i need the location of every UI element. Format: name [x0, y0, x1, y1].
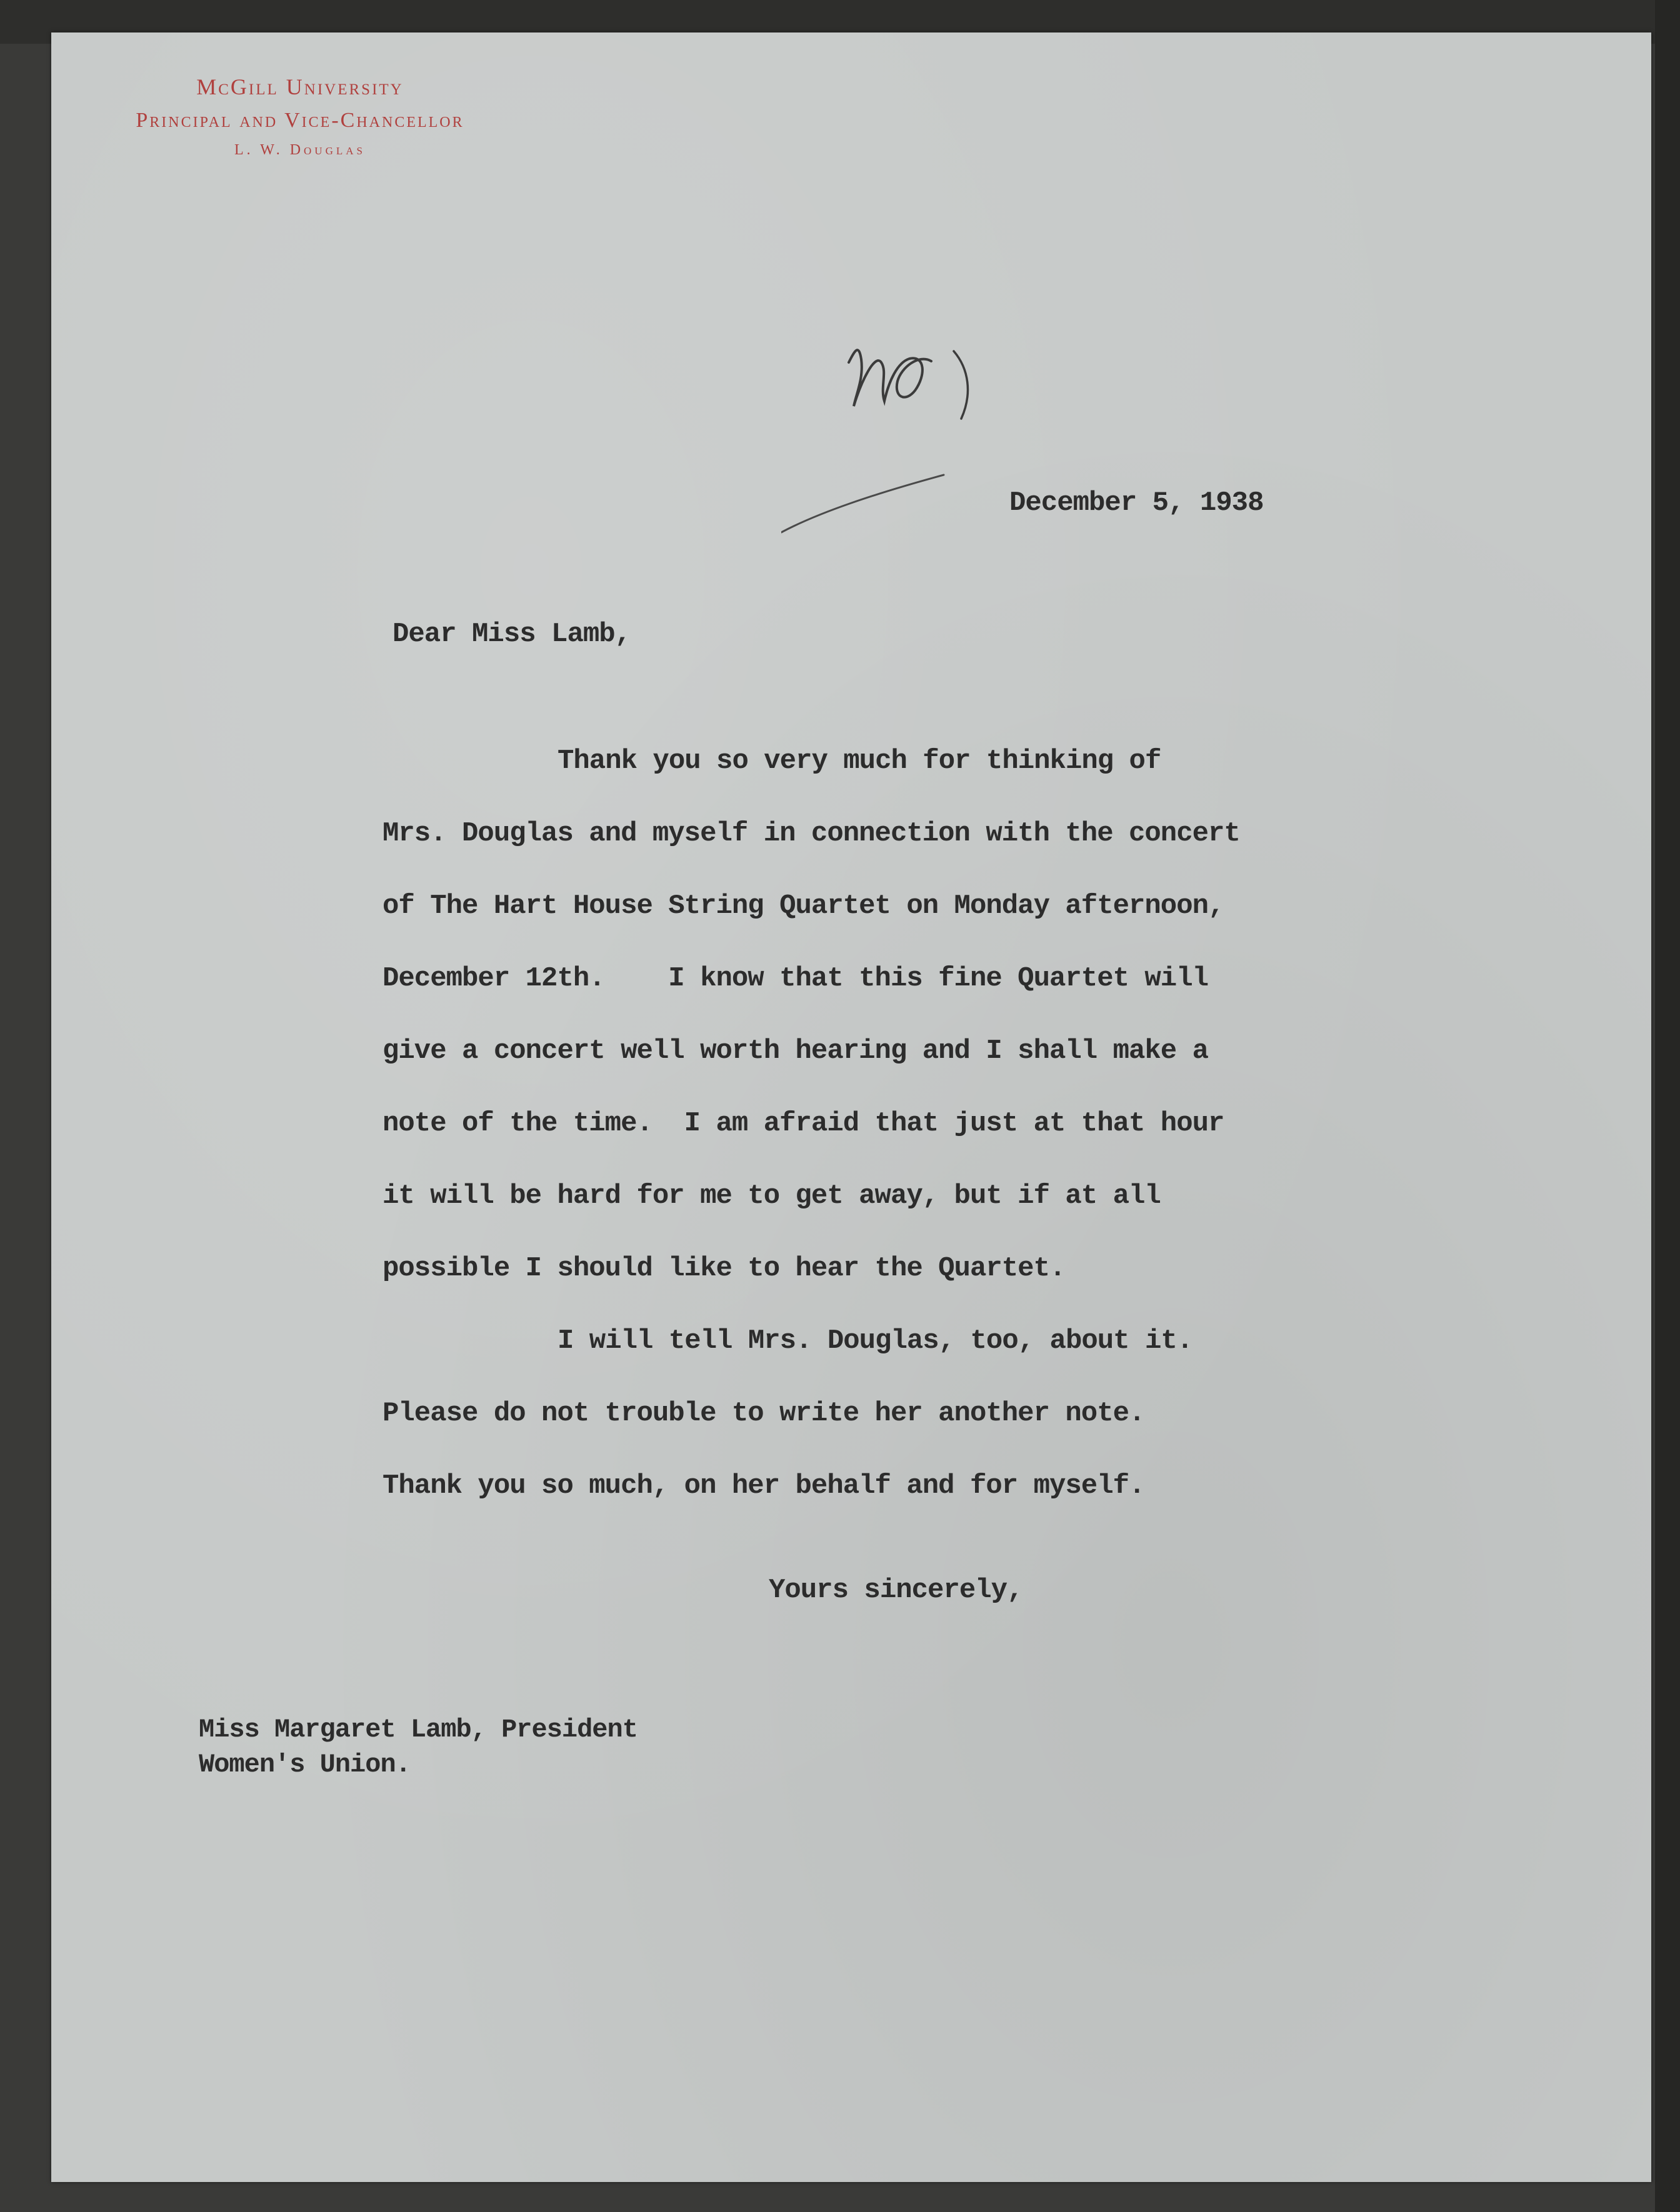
letterhead	[81, 70, 519, 162]
handwritten-no-annotation	[781, 294, 1031, 544]
body-line: Please do not trouble to write her another note.	[382, 1398, 1145, 1429]
recipient-organization: Women's Union.	[199, 1750, 411, 1780]
letterhead-institution: McGill University	[196, 74, 404, 99]
body-line: it will be hard for me to get away, but if at all	[382, 1180, 1161, 1212]
body-line: Thank you so much, on her behalf and for myself.	[382, 1470, 1145, 1502]
recipient-name: Miss Margaret Lamb, President	[199, 1715, 638, 1745]
scanner-backdrop-right	[1655, 0, 1680, 2212]
letter-body	[382, 725, 1358, 1522]
letterhead-name: L. W. Douglas	[234, 142, 366, 158]
body-line: possible I should like to hear the Quartet.	[382, 1253, 1066, 1284]
closing: Yours sincerely,	[769, 1575, 1023, 1606]
body-line: note of the time. I am afraid that just at that hour	[382, 1108, 1224, 1139]
recipient-block	[199, 1712, 638, 1782]
body-line: December 12th. I know that this fine Quartet will	[382, 963, 1209, 994]
letterhead-office: Principal and Vice-Chancellor	[136, 109, 464, 132]
body-line: Thank you so very much for thinking of	[558, 745, 1161, 777]
body-line: of The Hart House String Quartet on Monday afternoon,	[382, 890, 1224, 922]
salutation: Dear Miss Lamb,	[392, 619, 631, 650]
letter-date: December 5, 1938	[1009, 487, 1264, 519]
body-line: I will tell Mrs. Douglas, too, about it.	[558, 1325, 1193, 1357]
body-line: give a concert well worth hearing and I shall make a	[382, 1035, 1209, 1067]
body-line: Mrs. Douglas and myself in connection with the concert	[382, 818, 1240, 849]
